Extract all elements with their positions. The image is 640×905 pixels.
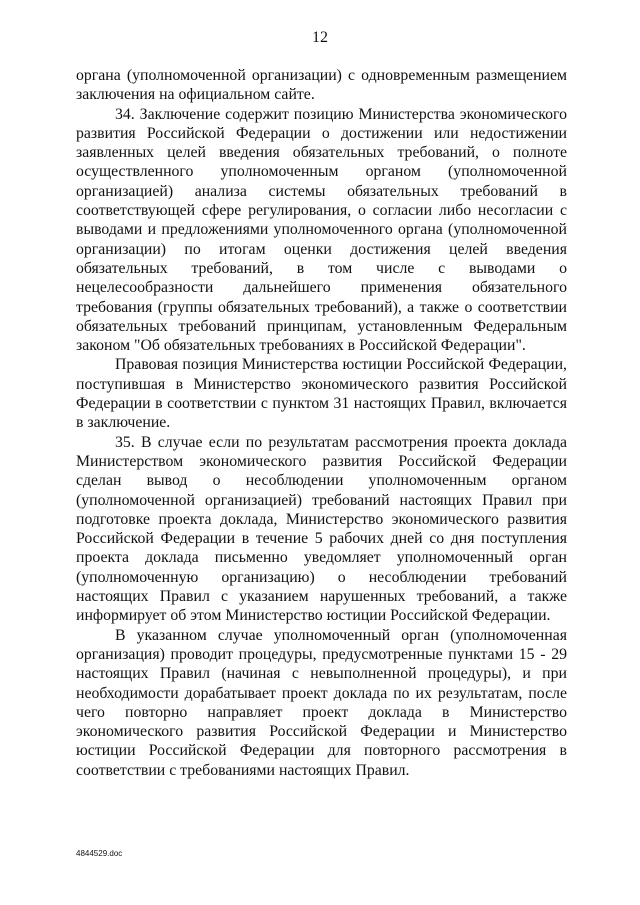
paragraph-legal-position: Правовая позиция Министерства юстиции Российской Федерации, поступившая в Министерство экономического развития Российской Федерации в соответствии с пунктом 31 настоящих Правил, включается в заключение. <box>76 356 567 432</box>
paragraph-item-35: 35. В случае если по результатам рассмотрения проекта доклада Министерством экономического развития Российской Федерации сделан вывод о несоблюдении уполномоченным органом (уполномоченной организацией) требований настоящих Правил при подготовке проекта доклада, Министерство экономического развития Российской Федерации в течение 5 рабочих дней со дня поступления проекта доклада письменно уведомляет уполномоченный орган (уполномоченную организацию) о несоблюдении требований настоящих Правил с указанием нарушенных требований, а также информирует об этом Министерство юстиции Российской Федерации. <box>76 433 567 625</box>
file-label: 4844529.doc <box>76 849 123 858</box>
document-body <box>76 66 567 780</box>
paragraph-item-34: 34. Заключение содержит позицию Министерства экономического развития Российской Федерации о достижении или недостижении заявленных целей введения обязательных требований, о полноте осуществленного уполномоченным органом (уполномоченной организацией) анализа системы обязательных требований в соответствующей сфере регулирования, о согласии либо несогласии с выводами и предложениями уполномоченного органа (уполномоченной организации) по итогам оценки достижения целей введения обязательных требований, в том числе с выводами о нецелесообразности дальнейшего применения обязательного требования (группы обязательных требований), а также о соответствии обязательных требований принципам, установленным Федеральным законом "Об обязательных требованиях в Российской Федерации". <box>76 105 567 355</box>
page-number: 12 <box>312 29 328 46</box>
paragraph-continuation: органа (уполномоченной организации) с одновременным размещением заключения на официальном сайте. <box>76 67 567 104</box>
paragraph-procedure: В указанном случае уполномоченный орган (уполномоченная организация) проводит процедуры, предусмотренные пунктами 15 - 29 настоящих Правил (начиная с невыполненной процедуры), и при необходимости дорабатывает проект доклада по их результатам, после чего повторно направляет проект доклада в Министерство экономического развития Российской Федерации и Министерство юстиции Российской Федерации для повторного рассмотрения в соответствии с требованиями настоящих Правил. <box>76 626 567 779</box>
